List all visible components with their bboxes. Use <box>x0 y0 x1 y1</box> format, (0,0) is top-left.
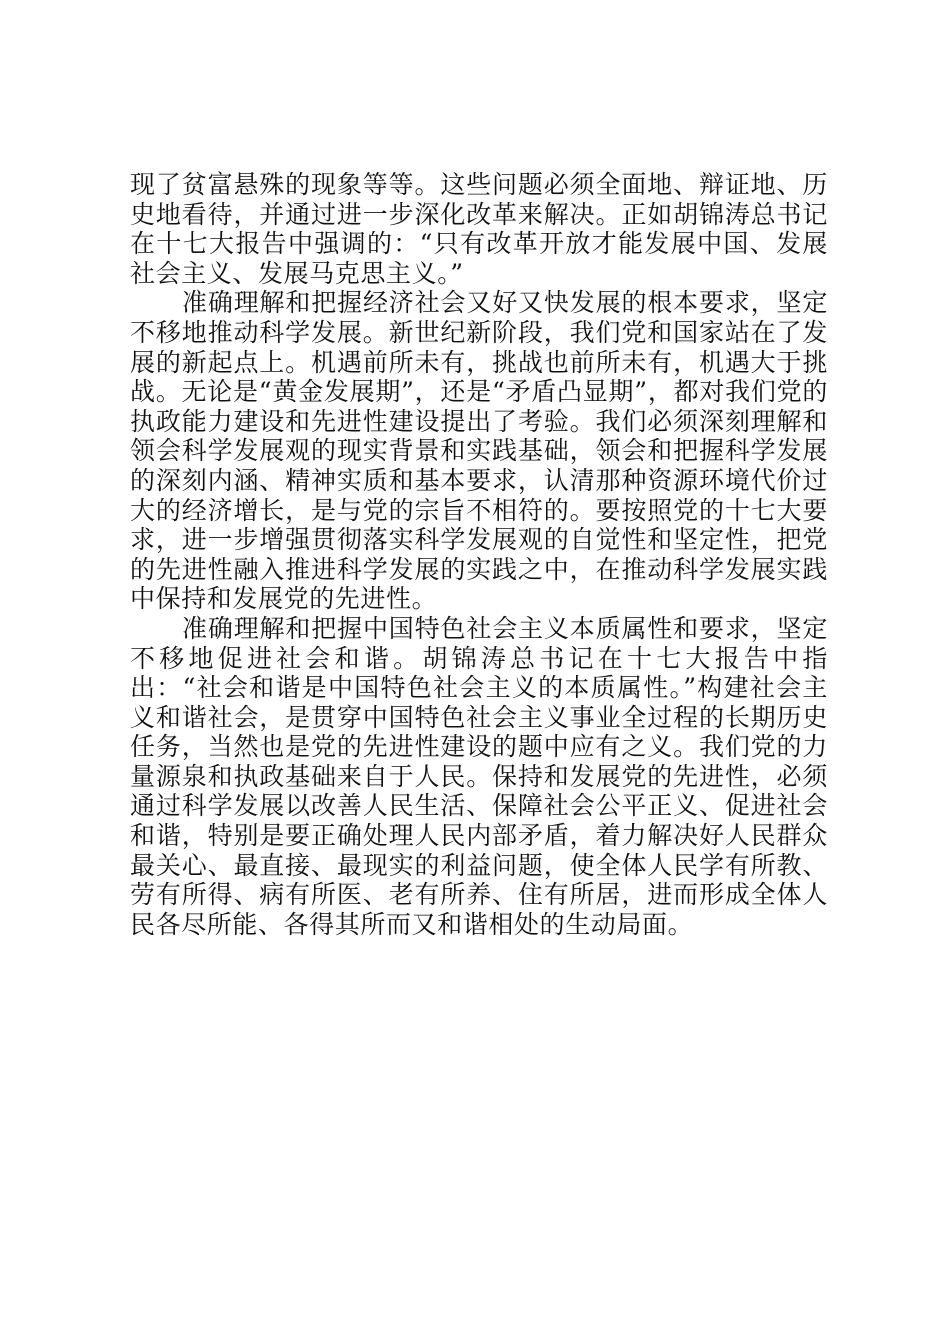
paragraph-continuation: 现了贫富悬殊的现象等等。这些问题必须全面地、辩证地、历史地看待，并通过进一步深化改革来解决。正如胡锦涛总书记在十七大报告中强调的：“只有改革开放才能发展中国、发展社会主义、发展马克思主义。” <box>130 170 828 288</box>
paragraph-social-harmony: 准确理解和把握中国特色社会主义本质属性和要求，坚定不移地促进社会和谐。胡锦涛总书记在十七大报告中指出：“社会和谐是中国特色社会主义的本质属性。”构建社会主义和谐社会，是贯穿中国特色社会主义事业全过程的长期历史任务，当然也是党的先进性建设的题中应有之义。我们党的力量源泉和执政基础来自于人民。保持和发展党的先进性，必须通过科学发展以改善人民生活、保障社会公平正义、促进社会和谐，特别是要正确处理人民内部矛盾，着力解决好人民群众最关心、最直接、最现实的利益问题，使全体人民学有所教、劳有所得、病有所医、老有所养、住有所居，进而形成全体人民各尽所能、各得其所而又和谐相处的生动局面。 <box>130 613 828 939</box>
document-body <box>130 170 828 939</box>
paragraph-scientific-development: 准确理解和把握经济社会又好又快发展的根本要求，坚定不移地推动科学发展。新世纪新阶段，我们党和国家站在了发展的新起点上。机遇前所未有，挑战也前所未有，机遇大于挑战。无论是“黄金发展期”，还是“矛盾凸显期”，都对我们党的执政能力建设和先进性建设提出了考验。我们必须深刻理解和领会科学发展观的现实背景和实践基础，领会和把握科学发展的深刻内涵、精神实质和基本要求，认清那种资源环境代价过大的经济增长，是与党的宗旨不相符的。要按照党的十七大要求，进一步增强贯彻落实科学发展观的自觉性和坚定性，把党的先进性融入推进科学发展的实践之中，在推动科学发展实践中保持和发展党的先进性。 <box>130 288 828 614</box>
